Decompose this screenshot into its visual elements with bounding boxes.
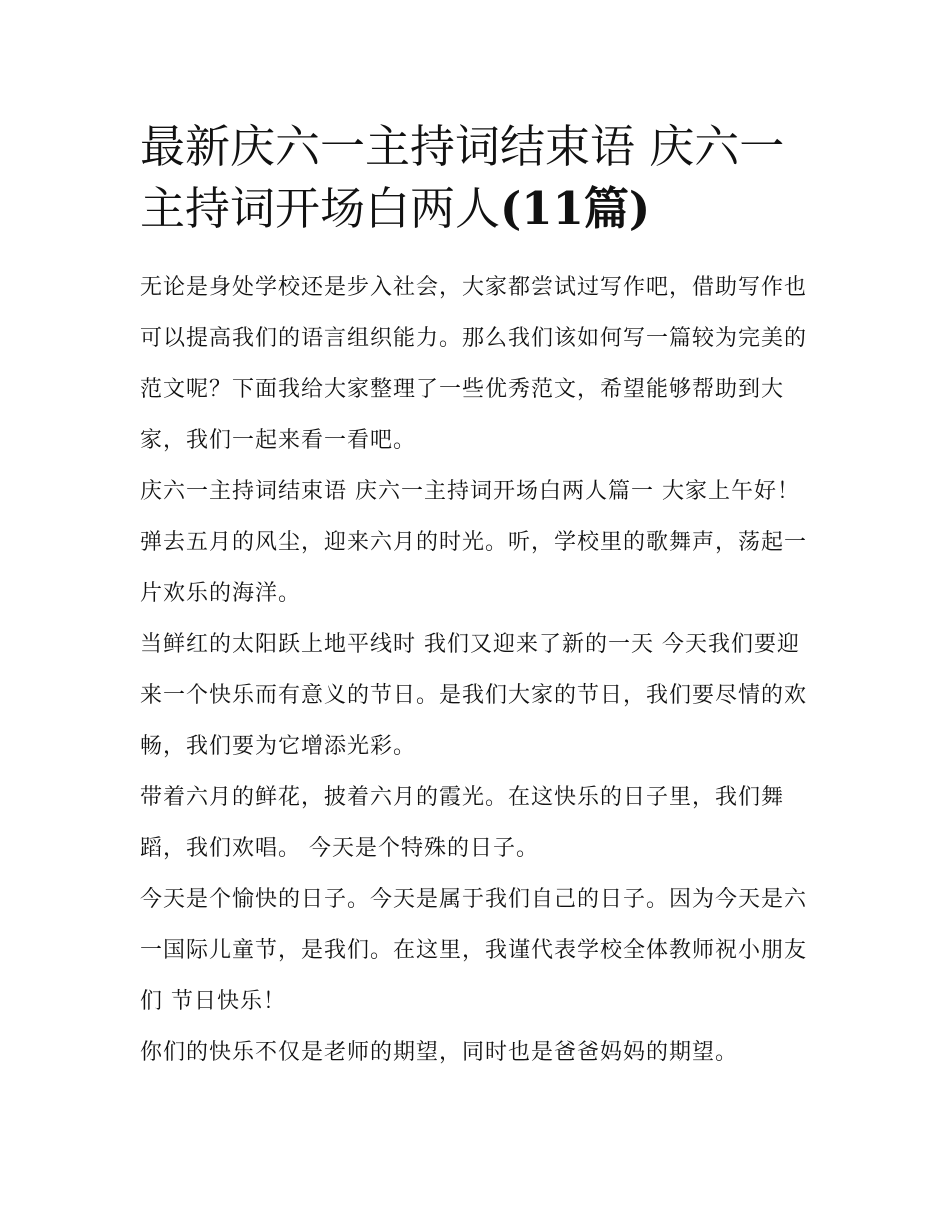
paragraph-intro: 无论是身处学校还是步入社会，大家都尝试过写作吧，借助写作也可以提高我们的语言组织能力。那么我们该如何写一篇较为完美的范文呢？下面我给大家整理了一些优秀范文，希望能够帮助到大家，我们一起来看一看吧。 <box>140 275 808 453</box>
document-title <box>140 116 815 240</box>
title-text: 最新庆六一主持词结束语 庆六一主持词开场白两人 <box>140 120 785 235</box>
paragraph-opening: 庆六一主持词结束语 庆六一主持词开场白两人篇一 大家上午好！ 弹去五月的风尘，迎来六月的时光。听，学校里的歌舞声，荡起一片欢乐的海洋。 <box>140 479 808 606</box>
paragraph-expectations: 你们的快乐不仅是老师的期望，同时也是爸爸妈妈的期望。 <box>140 1040 739 1065</box>
document-body <box>140 116 815 1078</box>
paragraph-june-flowers: 带着六月的鲜花，披着六月的霞光。在这快乐的日子里，我们舞蹈，我们欢唱。 今天是个特殊的日子。 <box>140 785 785 861</box>
paragraph-childrens-day: 今天是个愉快的日子。今天是属于我们自己的日子。因为今天是六一国际儿童节，是我们。在这里，我谨代表学校全体教师祝小朋友们 节日快乐！ <box>140 887 808 1014</box>
paragraph-sunrise: 当鲜红的太阳跃上地平线时 我们又迎来了新的一天 今天我们要迎来一个快乐而有意义的节日。是我们大家的节日，我们要尽情的欢畅，我们要为它增添光彩。 <box>140 632 808 759</box>
title-count: (11篇) <box>500 182 651 235</box>
